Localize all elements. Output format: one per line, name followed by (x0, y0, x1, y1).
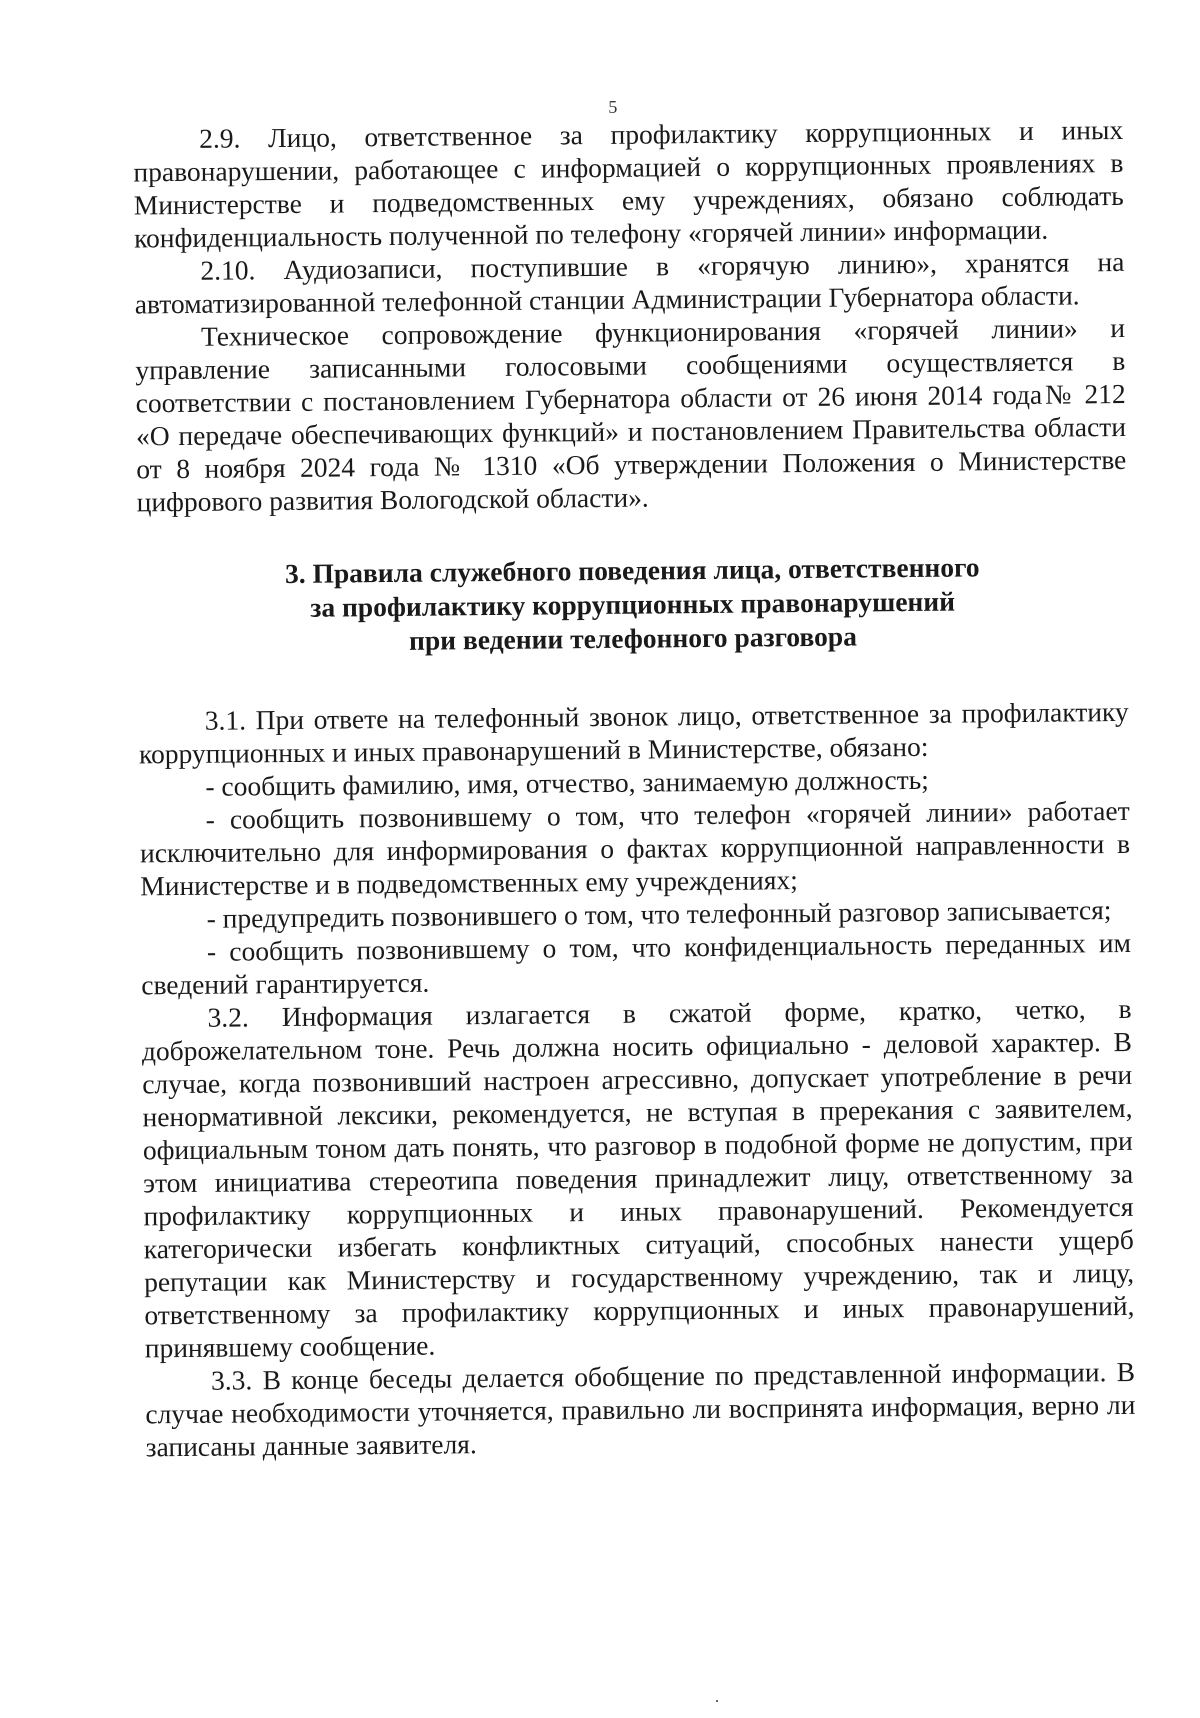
paragraph-3-1: 3.1. При ответе на телефонный звонок лицо, ответственное за профилактику коррупционных и иных правонарушений в Министерстве, обязано: (138, 695, 1129, 770)
section-3-heading-line: за профилактику коррупционных правонарушений (310, 585, 956, 623)
paragraph-3-3: 3.3. В конце беседы делается обобщение по представленной информации. В случае необходимости уточняется, правильно ли воспринята информация, верно ли записаны данные заявителя. (145, 1355, 1136, 1463)
paragraph-technical-support: Техническое сопровождение функционирования «горячей линии» и управление записанными голосовыми сообщениями осуществляется в соответствии с постановлением Губернатора области от 26 июня 2014 года№ 212 «О передаче обеспечивающих функций» и постановлением Правительства области от 8 ноября 2024 года № 1310 «Об утверждении Положения о Министерстве цифрового развития Вологодской области». (135, 311, 1127, 518)
scan-speck (716, 1700, 718, 1702)
paragraph-2-10: 2.10. Аудиозаписи, поступившие в «горячую линию», хранятся на автоматизированной телефонной станции Администрации Губернатора области. (134, 245, 1125, 320)
page-number: 5 (608, 96, 618, 117)
list-item-confidentiality: - сообщить позвонившему о том, что конфиденциальность переданных им сведений гарантируется. (141, 926, 1132, 1001)
section-3-heading (137, 549, 1128, 660)
section-3-heading-line: 3. Правила служебного поведения лица, ответственного (284, 551, 980, 590)
section-3-heading-line: при ведении телефонного разговора (408, 620, 858, 656)
paragraph-3-2: 3.2. Информация излагается в сжатой форме, кратко, четко, в доброжелательном тоне. Речь должна носить официально - деловой характер. В случае, когда позвонивший настроен агрессивно, допускает употребление в речи ненормативной лексики, рекомендуется, не вступая в пререкания с заявителем, официальным тоном дать понять, что разговор в подобной форме не допустим, при этом инициатива стереотипа поведения принадлежит лицу, ответственному за профилактику коррупционных и иных правонарушений. Рекомендуется категорически избегать конфликтных ситуаций, способных нанести ущерб репутации как Министерству и государственному учреждению, так и лицу, ответственному за профилактику коррупционных и иных правонарушений, принявшему сообщение. (141, 992, 1135, 1364)
paragraph-2-9: 2.9. Лицо, ответственное за профилактику коррупционных и иных правонарушении, работающее с информацией о коррупционных проявлениях в Министерстве и подведомственных ему учреждениях, обязано соблюдать конфиденциальность полученной по телефону «горячей линии» информации. (133, 113, 1124, 254)
list-item-recording-warning: - предупредить позвонившего о том, что телефонный разговор записывается; (206, 894, 1112, 934)
document-body (133, 113, 1136, 1463)
list-item-hotline-purpose: - сообщить позвонившему о том, что телефон «горячей линии» работает исключительно для информирования о фактах коррупционной направленности в Министерстве и в подведомственных ему учреждениях; (139, 794, 1131, 902)
list-item-report-name: - сообщить фамилию, имя, отчество, занимаемую должность; (205, 763, 929, 802)
